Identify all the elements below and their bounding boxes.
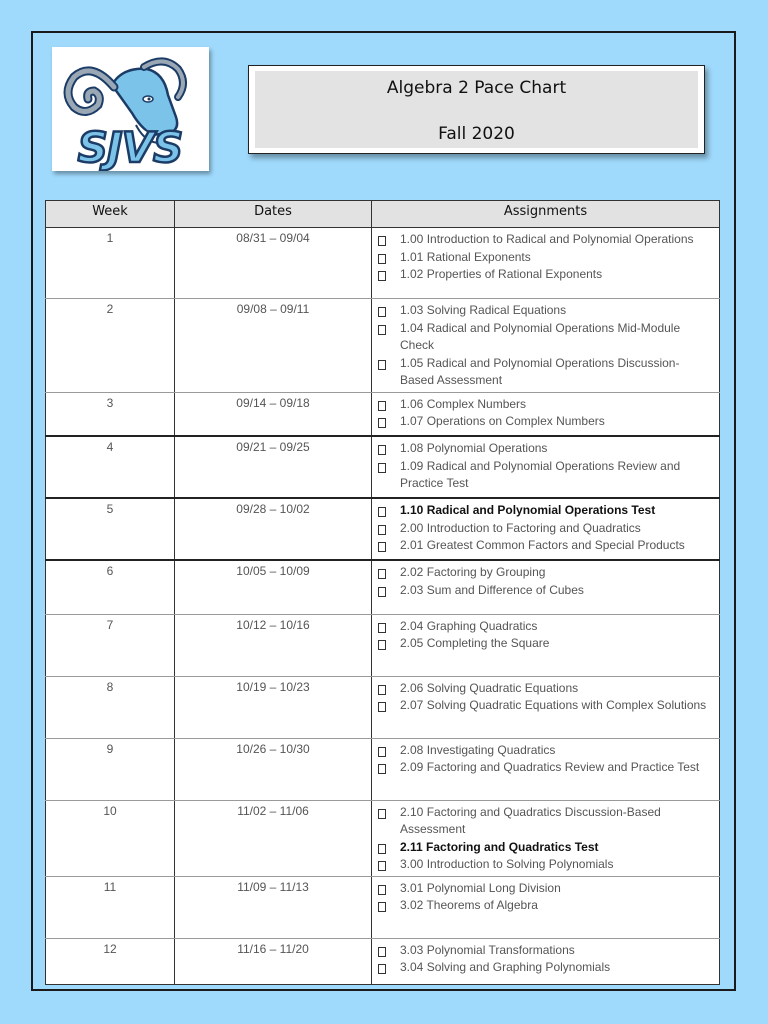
checkbox-icon[interactable] — [378, 964, 386, 974]
checkbox-icon[interactable] — [378, 525, 386, 535]
week-cell: 12 — [46, 938, 175, 984]
table-row — [46, 676, 720, 738]
dates-cell: 11/02 – 11/06 — [175, 800, 372, 876]
assignment-text: 2.01 Greatest Common Factors and Special Products — [400, 538, 685, 552]
title-box — [248, 65, 705, 154]
assignments-cell — [372, 614, 720, 676]
table-row — [46, 228, 720, 299]
assignment-item — [400, 249, 713, 267]
week-cell: 4 — [46, 436, 175, 498]
week-cell: 2 — [46, 299, 175, 393]
assignment-text: 1.08 Polynomial Operations — [400, 441, 548, 455]
assignment-item — [400, 396, 713, 414]
week-cell: 10 — [46, 800, 175, 876]
week-cell: 5 — [46, 498, 175, 560]
assignment-item — [400, 759, 713, 777]
assignment-item — [400, 458, 713, 493]
assignment-text: 2.06 Solving Quadratic Equations — [400, 680, 579, 695]
title-panel — [255, 71, 698, 148]
assignment-text: 1.06 Complex Numbers — [400, 396, 527, 411]
dates-cell: 09/08 – 09/11 — [175, 299, 372, 393]
checkbox-icon[interactable] — [378, 569, 386, 579]
checkbox-icon[interactable] — [378, 747, 386, 757]
assignment-text: 1.03 Solving Radical Equations — [400, 303, 567, 317]
assignment-item — [400, 320, 713, 355]
checkbox-icon[interactable] — [378, 640, 386, 650]
term-title: Fall 2020 — [438, 124, 515, 144]
assignments-cell — [372, 876, 720, 938]
checkbox-icon[interactable] — [378, 418, 386, 428]
assignments-cell — [372, 299, 720, 393]
table-header-row — [46, 201, 720, 228]
assignment-item — [400, 537, 713, 555]
assignment-text: 3.01 Polynomial Long Division — [400, 880, 561, 895]
checkbox-icon[interactable] — [378, 254, 386, 264]
assignment-item — [400, 520, 713, 538]
dates-cell: 09/14 – 09/18 — [175, 392, 372, 436]
week-cell: 3 — [46, 392, 175, 436]
assignment-item — [400, 635, 713, 653]
assignment-text: 2.09 Factoring and Quadratics Review and Practice Test — [400, 760, 700, 774]
checkbox-icon[interactable] — [378, 861, 386, 871]
assignment-text: 3.04 Solving and Graphing Polynomials — [400, 960, 611, 974]
dates-cell: 10/26 – 10/30 — [175, 738, 372, 800]
pace-chart-table — [45, 200, 720, 985]
assignments-cell — [372, 498, 720, 560]
checkbox-icon[interactable] — [378, 445, 386, 455]
table-row — [46, 299, 720, 393]
assignments-cell — [372, 560, 720, 614]
assignment-text: 3.00 Introduction to Solving Polynomials — [400, 857, 614, 871]
table-row — [46, 392, 720, 436]
week-cell: 11 — [46, 876, 175, 938]
assignment-item — [400, 564, 713, 582]
assignments-cell — [372, 228, 720, 299]
assignment-text: 1.07 Operations on Complex Numbers — [400, 414, 605, 428]
checkbox-icon[interactable] — [378, 809, 386, 819]
header-assignments: Assignments — [372, 201, 720, 228]
assignment-text: 2.02 Factoring by Grouping — [400, 565, 546, 579]
assignment-item — [400, 959, 713, 977]
dates-cell: 11/16 – 11/20 — [175, 938, 372, 984]
assignments-cell — [372, 676, 720, 738]
document-title: Algebra 2 Pace Chart — [386, 78, 567, 98]
assignment-item — [400, 697, 713, 715]
ram-mascot-icon — [52, 47, 209, 171]
table-row — [46, 738, 720, 800]
checkbox-icon[interactable] — [378, 587, 386, 597]
assignment-text: 3.02 Theorems of Algebra — [400, 898, 538, 912]
assignment-text: 2.03 Sum and Difference of Cubes — [400, 582, 584, 597]
week-cell: 7 — [46, 614, 175, 676]
table-row — [46, 498, 720, 560]
assignment-item — [400, 856, 713, 874]
assignment-item — [400, 680, 713, 698]
assignment-item — [400, 355, 713, 390]
assignment-item — [400, 582, 713, 600]
assignment-text: 2.05 Completing the Square — [400, 636, 550, 650]
week-cell: 9 — [46, 738, 175, 800]
checkbox-icon[interactable] — [378, 623, 386, 633]
checkbox-icon[interactable] — [378, 463, 386, 473]
assignment-item — [400, 742, 713, 760]
checkbox-icon[interactable] — [378, 325, 386, 335]
assignment-text: 1.05 Radical and Polynomial Operations Discussion-Based Assessment — [400, 355, 680, 387]
assignment-item — [400, 897, 713, 915]
dates-cell: 09/21 – 09/25 — [175, 436, 372, 498]
table-row — [46, 436, 720, 498]
dates-cell: 10/19 – 10/23 — [175, 676, 372, 738]
checkbox-icon[interactable] — [378, 902, 386, 912]
checkbox-icon[interactable] — [378, 236, 386, 246]
checkbox-icon[interactable] — [378, 542, 386, 552]
assignment-item — [400, 302, 713, 320]
assignment-text: 2.10 Factoring and Quadratics Discussion-Based Assessment — [400, 804, 661, 836]
assignment-text: 1.02 Properties of Rational Exponents — [400, 267, 603, 281]
assignment-item — [400, 231, 713, 249]
checkbox-icon[interactable] — [378, 271, 386, 281]
assignment-text: 1.01 Rational Exponents — [400, 249, 531, 264]
header-week: Week — [46, 201, 175, 228]
dates-cell: 09/28 – 10/02 — [175, 498, 372, 560]
assignment-item — [400, 502, 713, 520]
checkbox-icon[interactable] — [378, 764, 386, 774]
assignment-text: 2.00 Introduction to Factoring and Quadratics — [400, 520, 641, 535]
checkbox-icon[interactable] — [378, 307, 386, 317]
school-logo — [52, 47, 209, 171]
table-row — [46, 560, 720, 614]
dates-cell: 11/09 – 11/13 — [175, 876, 372, 938]
assignment-item — [400, 942, 713, 960]
assignment-text: 1.09 Radical and Polynomial Operations Review and Practice Test — [400, 458, 681, 490]
assignment-text: 1.04 Radical and Polynomial Operations Mid-Module Check — [400, 320, 681, 352]
assignments-cell — [372, 738, 720, 800]
checkbox-icon[interactable] — [378, 844, 386, 854]
assignment-text: 1.10 Radical and Polynomial Operations Test — [400, 503, 656, 517]
dates-cell: 10/12 – 10/16 — [175, 614, 372, 676]
assignments-cell — [372, 436, 720, 498]
checkbox-icon[interactable] — [378, 401, 386, 411]
assignment-text: 3.03 Polynomial Transformations — [400, 942, 575, 957]
assignment-text: 2.07 Solving Quadratic Equations with Complex Solutions — [400, 698, 707, 712]
week-cell: 8 — [46, 676, 175, 738]
table-row — [46, 614, 720, 676]
assignment-item — [400, 413, 713, 431]
assignment-item — [400, 266, 713, 284]
header-dates: Dates — [175, 201, 372, 228]
assignment-text: 1.00 Introduction to Radical and Polynomial Operations — [400, 232, 694, 246]
dates-cell: 10/05 – 10/09 — [175, 560, 372, 614]
dates-cell: 08/31 – 09/04 — [175, 228, 372, 299]
checkbox-icon[interactable] — [378, 360, 386, 370]
table-row — [46, 876, 720, 938]
svg-text:SJVS: SJVS — [77, 123, 183, 171]
checkbox-icon[interactable] — [378, 507, 386, 517]
assignment-text: 2.08 Investigating Quadratics — [400, 742, 556, 757]
checkbox-icon[interactable] — [378, 885, 386, 895]
assignment-item — [400, 804, 713, 839]
checkbox-icon[interactable] — [378, 685, 386, 695]
assignment-item — [400, 839, 713, 857]
week-cell: 1 — [46, 228, 175, 299]
table-row — [46, 938, 720, 984]
assignments-cell — [372, 392, 720, 436]
checkbox-icon[interactable] — [378, 702, 386, 712]
checkbox-icon[interactable] — [378, 947, 386, 957]
assignment-text: 2.04 Graphing Quadratics — [400, 618, 538, 633]
assignment-item — [400, 880, 713, 898]
assignments-cell — [372, 938, 720, 984]
assignment-item — [400, 440, 713, 458]
assignments-cell — [372, 800, 720, 876]
table-row — [46, 800, 720, 876]
week-cell: 6 — [46, 560, 175, 614]
assignment-item — [400, 618, 713, 636]
assignment-text: 2.11 Factoring and Quadratics Test — [400, 839, 599, 854]
